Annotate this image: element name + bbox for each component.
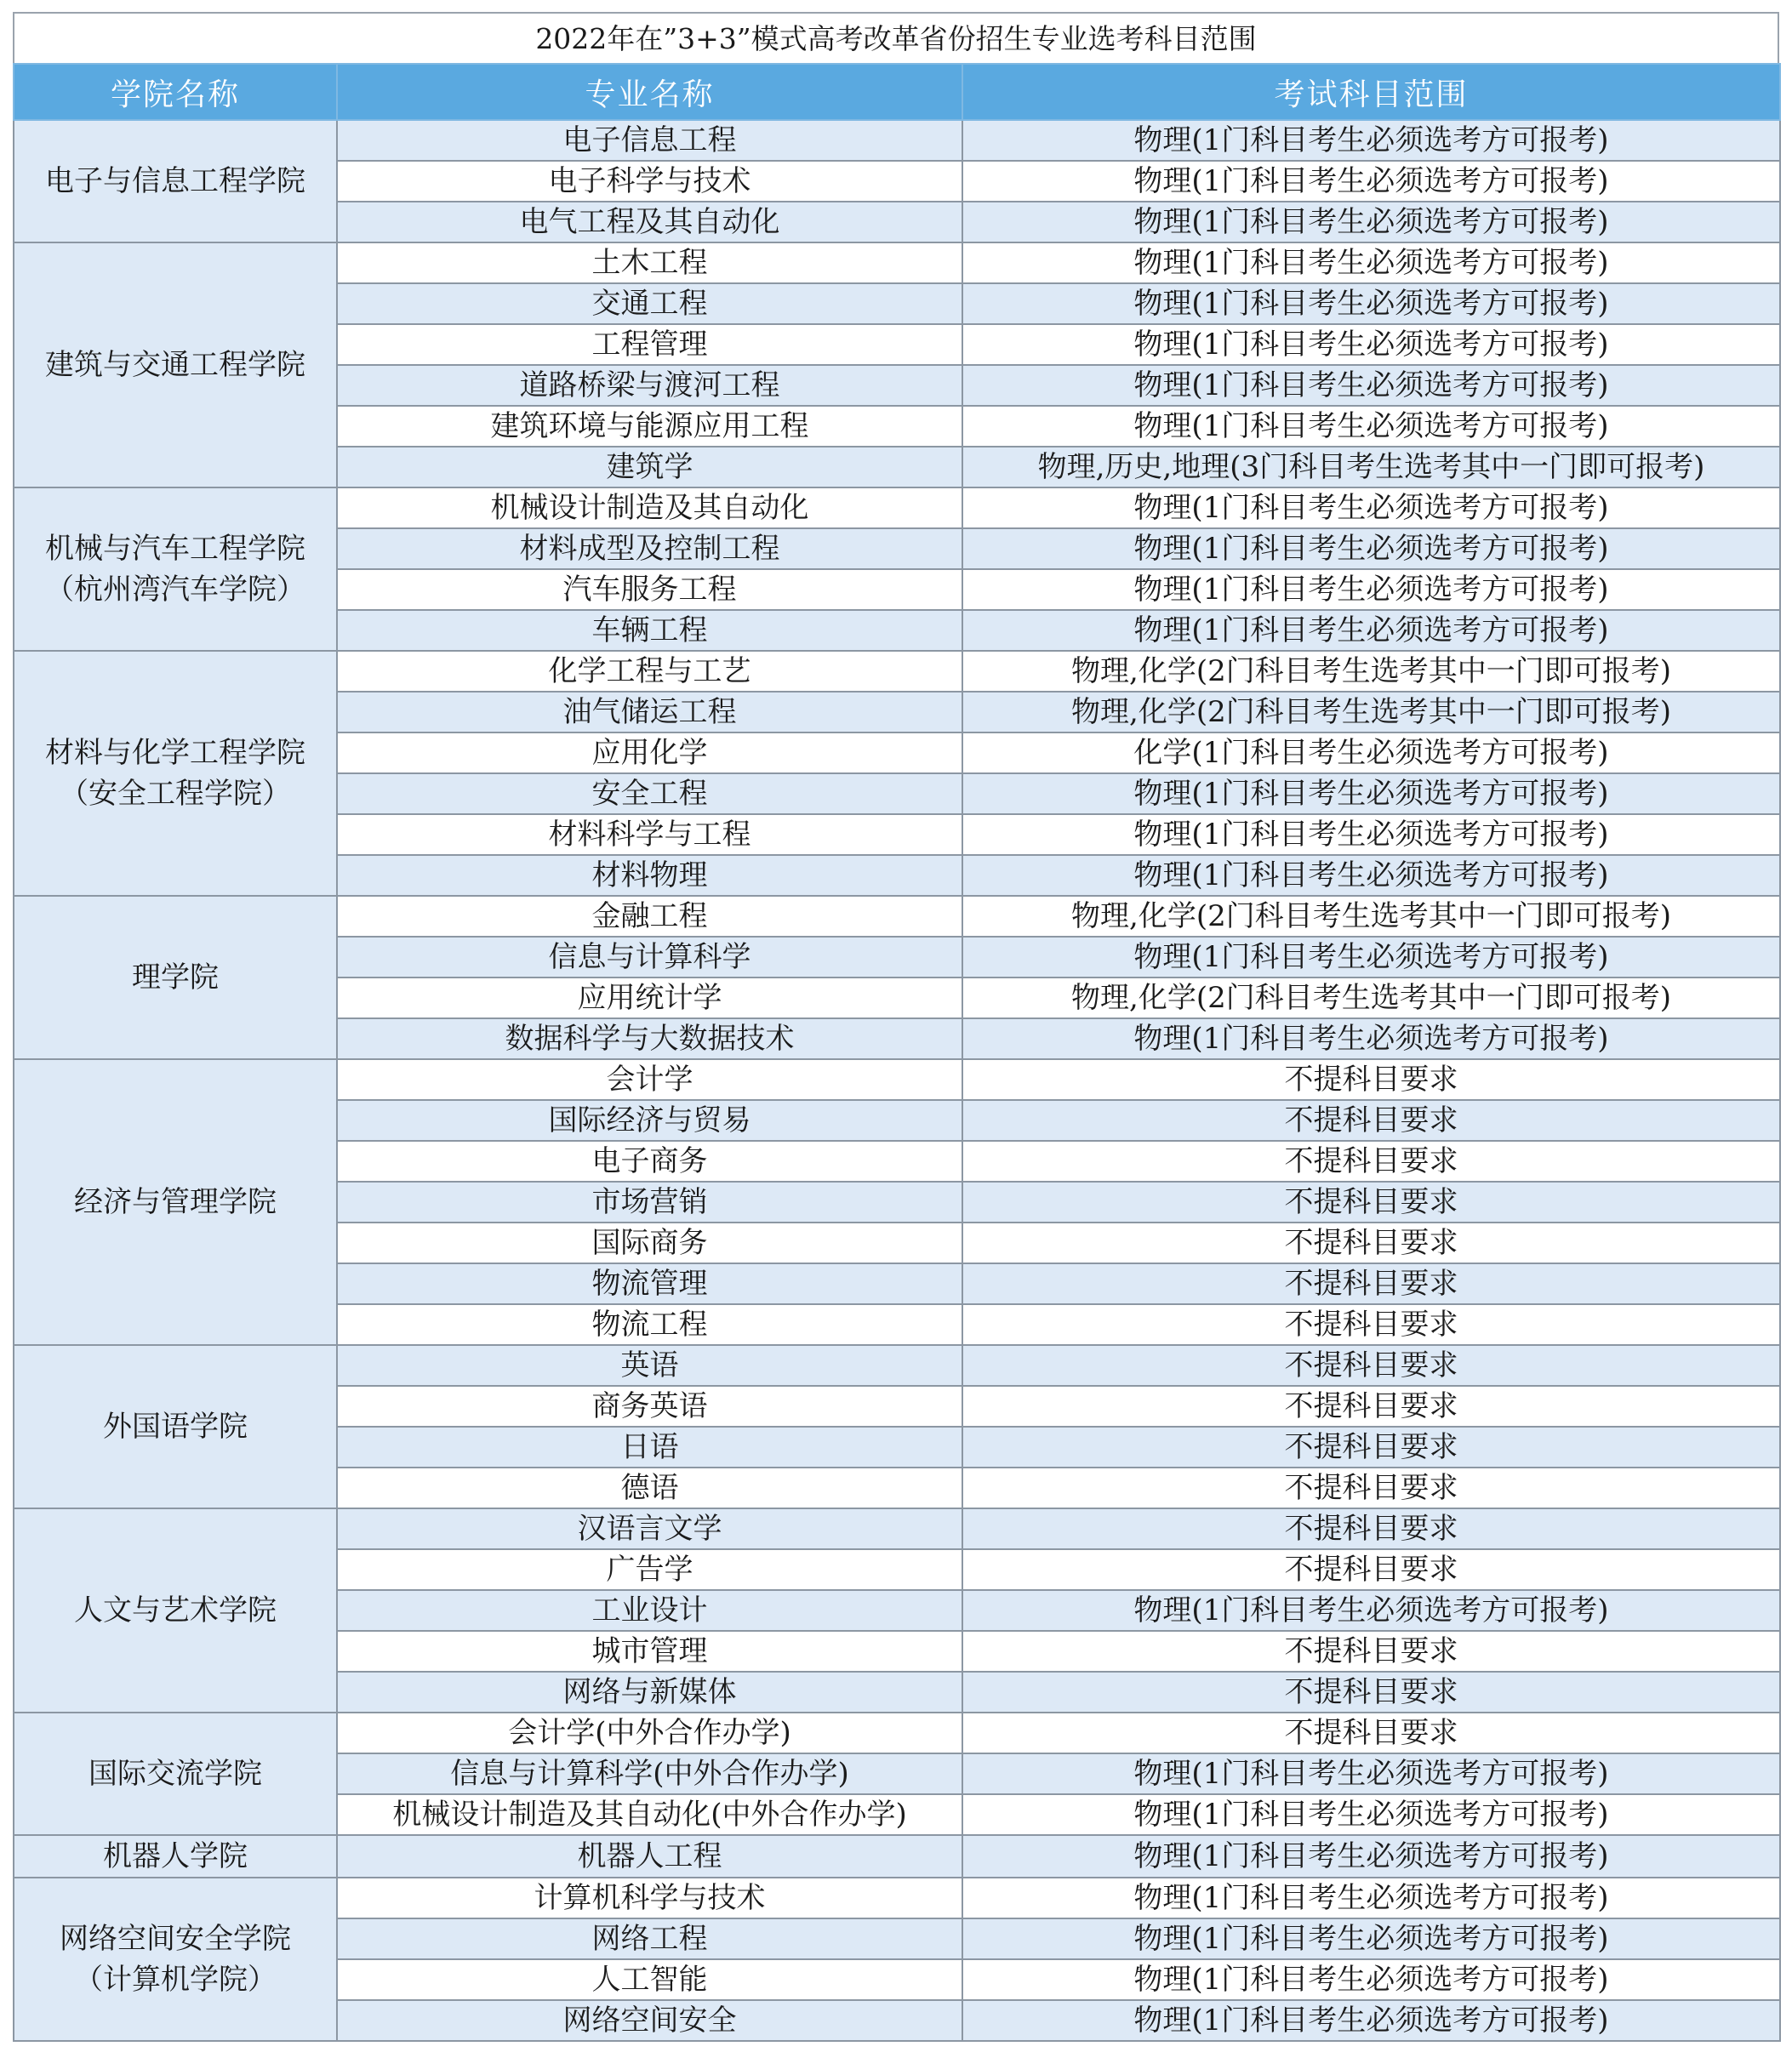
major-name-cell: 安全工程: [337, 773, 962, 814]
major-name-cell: 道路桥梁与渡河工程: [337, 365, 962, 406]
subject-range-cell: 物理(1门科目考生必须选考方可报考): [962, 324, 1780, 365]
subject-range-cell: 物理(1门科目考生必须选考方可报考): [962, 1878, 1780, 1918]
major-name-cell: 电子科学与技术: [337, 161, 962, 202]
college-name-cell: 建筑与交通工程学院: [14, 242, 337, 487]
major-name-cell: 人工智能: [337, 1959, 962, 2000]
major-name-cell: 机械设计制造及其自动化: [337, 487, 962, 528]
subject-range-cell: 物理(1门科目考生必须选考方可报考): [962, 1590, 1780, 1631]
major-name-cell: 工业设计: [337, 1590, 962, 1631]
college-name-cell: 外国语学院: [14, 1345, 337, 1508]
subject-range-cell: 不提科目要求: [962, 1304, 1780, 1345]
subject-range-cell: 不提科目要求: [962, 1263, 1780, 1304]
subject-range-cell: 物理(1门科目考生必须选考方可报考): [962, 528, 1780, 569]
subject-range-cell: 物理(1门科目考生必须选考方可报考): [962, 1959, 1780, 2000]
major-name-cell: 网络与新媒体: [337, 1672, 962, 1713]
major-name-cell: 电子商务: [337, 1141, 962, 1182]
subject-range-cell: 物理,化学(2门科目考生选考其中一门即可报考): [962, 896, 1780, 937]
major-name-cell: 网络空间安全: [337, 2000, 962, 2041]
major-name-cell: 信息与计算科学(中外合作办学): [337, 1753, 962, 1794]
major-name-cell: 国际经济与贸易: [337, 1100, 962, 1141]
table-row: [14, 487, 1780, 528]
subject-requirements-table: [13, 63, 1781, 2042]
header-row: [14, 64, 1780, 120]
major-name-cell: 机器人工程: [337, 1835, 962, 1878]
major-name-cell: 德语: [337, 1468, 962, 1508]
subject-range-cell: 物理(1门科目考生必须选考方可报考): [962, 120, 1780, 161]
table-row: [14, 1059, 1780, 1100]
major-name-cell: 建筑学: [337, 447, 962, 487]
table-row: [14, 1713, 1780, 1753]
subject-range-cell: 不提科目要求: [962, 1672, 1780, 1713]
college-name-cell: 机械与汽车工程学院 （杭州湾汽车学院）: [14, 487, 337, 651]
subject-range-cell: 不提科目要求: [962, 1182, 1780, 1223]
table-body: [14, 120, 1780, 2041]
major-name-cell: 汉语言文学: [337, 1508, 962, 1549]
major-name-cell: 化学工程与工艺: [337, 651, 962, 692]
major-name-cell: 汽车服务工程: [337, 569, 962, 610]
major-name-cell: 网络工程: [337, 1918, 962, 1959]
table-title: 2022年在”3+3”模式高考改革省份招生专业选考科目范围: [13, 12, 1779, 63]
subject-range-cell: 物理(1门科目考生必须选考方可报考): [962, 937, 1780, 978]
college-name-cell: 理学院: [14, 896, 337, 1059]
document-sheet: [13, 12, 1779, 2042]
subject-range-cell: 物理,历史,地理(3门科目考生选考其中一门即可报考): [962, 447, 1780, 487]
major-name-cell: 应用统计学: [337, 978, 962, 1018]
college-name-cell: 经济与管理学院: [14, 1059, 337, 1345]
subject-range-cell: 不提科目要求: [962, 1631, 1780, 1672]
subject-range-cell: 物理(1门科目考生必须选考方可报考): [962, 242, 1780, 283]
major-name-cell: 物流工程: [337, 1304, 962, 1345]
subject-range-cell: 物理,化学(2门科目考生选考其中一门即可报考): [962, 978, 1780, 1018]
subject-range-cell: 物理(1门科目考生必须选考方可报考): [962, 406, 1780, 447]
table-row: [14, 1508, 1780, 1549]
table-row: [14, 1878, 1780, 1918]
major-name-cell: 建筑环境与能源应用工程: [337, 406, 962, 447]
major-name-cell: 材料成型及控制工程: [337, 528, 962, 569]
college-name-cell: 网络空间安全学院 （计算机学院）: [14, 1878, 337, 2041]
subject-range-cell: 不提科目要求: [962, 1386, 1780, 1427]
subject-range-cell: 不提科目要求: [962, 1100, 1780, 1141]
major-name-cell: 交通工程: [337, 283, 962, 324]
subject-range-cell: 物理(1门科目考生必须选考方可报考): [962, 1835, 1780, 1878]
subject-range-cell: 物理,化学(2门科目考生选考其中一门即可报考): [962, 651, 1780, 692]
subject-range-cell: 物理,化学(2门科目考生选考其中一门即可报考): [962, 692, 1780, 732]
major-name-cell: 金融工程: [337, 896, 962, 937]
major-name-cell: 计算机科学与技术: [337, 1878, 962, 1918]
subject-range-cell: 不提科目要求: [962, 1345, 1780, 1386]
subject-range-cell: 不提科目要求: [962, 1549, 1780, 1590]
table-row: [14, 120, 1780, 161]
college-name-cell: 电子与信息工程学院: [14, 120, 337, 242]
major-name-cell: 机械设计制造及其自动化(中外合作办学): [337, 1794, 962, 1835]
major-name-cell: 日语: [337, 1427, 962, 1468]
major-name-cell: 电气工程及其自动化: [337, 202, 962, 242]
header-subject-range: 考试科目范围: [962, 64, 1780, 120]
subject-range-cell: 物理(1门科目考生必须选考方可报考): [962, 1018, 1780, 1059]
table-row: [14, 651, 1780, 692]
major-name-cell: 数据科学与大数据技术: [337, 1018, 962, 1059]
subject-range-cell: 物理(1门科目考生必须选考方可报考): [962, 283, 1780, 324]
header-major: 专业名称: [337, 64, 962, 120]
major-name-cell: 城市管理: [337, 1631, 962, 1672]
subject-range-cell: 不提科目要求: [962, 1059, 1780, 1100]
major-name-cell: 材料物理: [337, 855, 962, 896]
subject-range-cell: 物理(1门科目考生必须选考方可报考): [962, 1794, 1780, 1835]
major-name-cell: 会计学: [337, 1059, 962, 1100]
major-name-cell: 物流管理: [337, 1263, 962, 1304]
major-name-cell: 应用化学: [337, 732, 962, 773]
subject-range-cell: 不提科目要求: [962, 1223, 1780, 1263]
major-name-cell: 广告学: [337, 1549, 962, 1590]
college-name-cell: 人文与艺术学院: [14, 1508, 337, 1713]
subject-range-cell: 物理(1门科目考生必须选考方可报考): [962, 161, 1780, 202]
subject-range-cell: 物理(1门科目考生必须选考方可报考): [962, 855, 1780, 896]
major-name-cell: 车辆工程: [337, 610, 962, 651]
major-name-cell: 油气储运工程: [337, 692, 962, 732]
major-name-cell: 电子信息工程: [337, 120, 962, 161]
table-row: [14, 242, 1780, 283]
major-name-cell: 国际商务: [337, 1223, 962, 1263]
subject-range-cell: 物理(1门科目考生必须选考方可报考): [962, 365, 1780, 406]
college-name-cell: 国际交流学院: [14, 1713, 337, 1835]
major-name-cell: 商务英语: [337, 1386, 962, 1427]
major-name-cell: 会计学(中外合作办学): [337, 1713, 962, 1753]
subject-range-cell: 物理(1门科目考生必须选考方可报考): [962, 814, 1780, 855]
subject-range-cell: 物理(1门科目考生必须选考方可报考): [962, 487, 1780, 528]
subject-range-cell: 物理(1门科目考生必须选考方可报考): [962, 202, 1780, 242]
subject-range-cell: 物理(1门科目考生必须选考方可报考): [962, 610, 1780, 651]
major-name-cell: 材料科学与工程: [337, 814, 962, 855]
subject-range-cell: 物理(1门科目考生必须选考方可报考): [962, 1753, 1780, 1794]
major-name-cell: 土木工程: [337, 242, 962, 283]
major-name-cell: 工程管理: [337, 324, 962, 365]
subject-range-cell: 物理(1门科目考生必须选考方可报考): [962, 2000, 1780, 2041]
major-name-cell: 英语: [337, 1345, 962, 1386]
subject-range-cell: 不提科目要求: [962, 1141, 1780, 1182]
table-row: [14, 896, 1780, 937]
subject-range-cell: 物理(1门科目考生必须选考方可报考): [962, 569, 1780, 610]
header-college: 学院名称: [14, 64, 337, 120]
subject-range-cell: 物理(1门科目考生必须选考方可报考): [962, 1918, 1780, 1959]
subject-range-cell: 不提科目要求: [962, 1468, 1780, 1508]
college-name-cell: 材料与化学工程学院 （安全工程学院）: [14, 651, 337, 896]
subject-range-cell: 不提科目要求: [962, 1427, 1780, 1468]
major-name-cell: 信息与计算科学: [337, 937, 962, 978]
table-row: [14, 1835, 1780, 1878]
subject-range-cell: 不提科目要求: [962, 1508, 1780, 1549]
major-name-cell: 市场营销: [337, 1182, 962, 1223]
subject-range-cell: 不提科目要求: [962, 1713, 1780, 1753]
college-name-cell: 机器人学院: [14, 1835, 337, 1878]
subject-range-cell: 化学(1门科目考生必须选考方可报考): [962, 732, 1780, 773]
subject-range-cell: 物理(1门科目考生必须选考方可报考): [962, 773, 1780, 814]
table-row: [14, 1345, 1780, 1386]
